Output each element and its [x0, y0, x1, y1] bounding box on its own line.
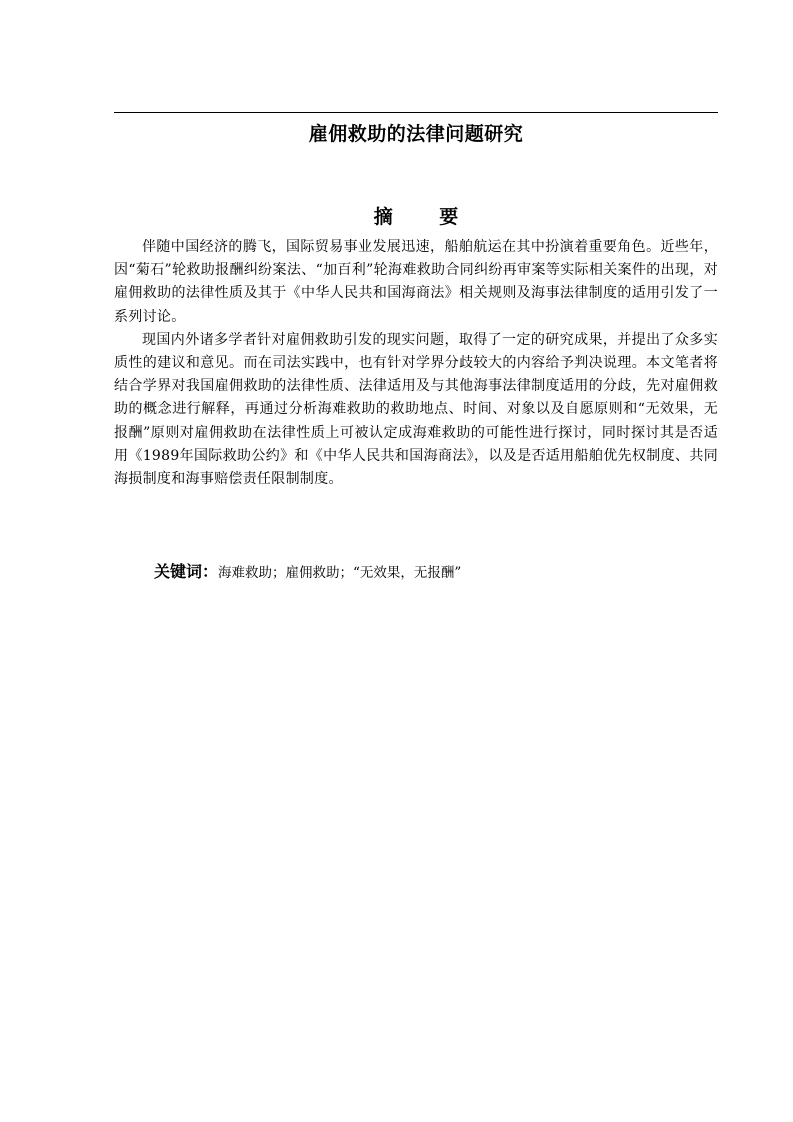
keywords-label: 关键词： [154, 562, 219, 581]
abstract-paragraph: 伴随中国经济的腾飞，国际贸易事业发展迅速，船舶航运在其中扮演着重要角色。近些年，因“菊石”轮救助报酬纠纷案法、“加百利”轮海难救助合同纠纷再审案等实际相关案件的出现，对雇佣救助的法律性质及其于《中华人民共和国海商法》相关规则及海事法律制度的适用引发了一系列讨论。 [114, 239, 718, 325]
abstract-paragraph: 现国内外诸多学者针对雇佣救助引发的现实问题，取得了一定的研究成果，并提出了众多实质性的建议和意见。而在司法实践中，也有针对学界分歧较大的内容给予判决说理。本文笔者将结合学界对我国雇佣救助的法律性质、法律适用及与其他海事法律制度适用的分歧，先对雇佣救助的概念进行解释，再通过分析海难救助的救助地点、时间、对象以及自愿原则和“无效果，无报酬”原则对雇佣救助在法律性质上可被认定成海难救助的可能性进行探讨，同时探讨其是否适用《1989年国际救助公约》和《中华人民共和国海商法》，以及是否适用船舶优先权制度、共同海损制度和海事赔偿责任限制制度。 [114, 331, 718, 488]
abstract-heading: 摘 要 [373, 206, 479, 228]
header-rule [114, 112, 718, 113]
keywords-value: 海难救助；雇佣救助；“无效果，无报酬” [218, 565, 462, 581]
paper-title: 雇佣救助的法律问题研究 [308, 123, 524, 145]
keywords-line [154, 560, 714, 585]
abstract-body [114, 236, 718, 491]
